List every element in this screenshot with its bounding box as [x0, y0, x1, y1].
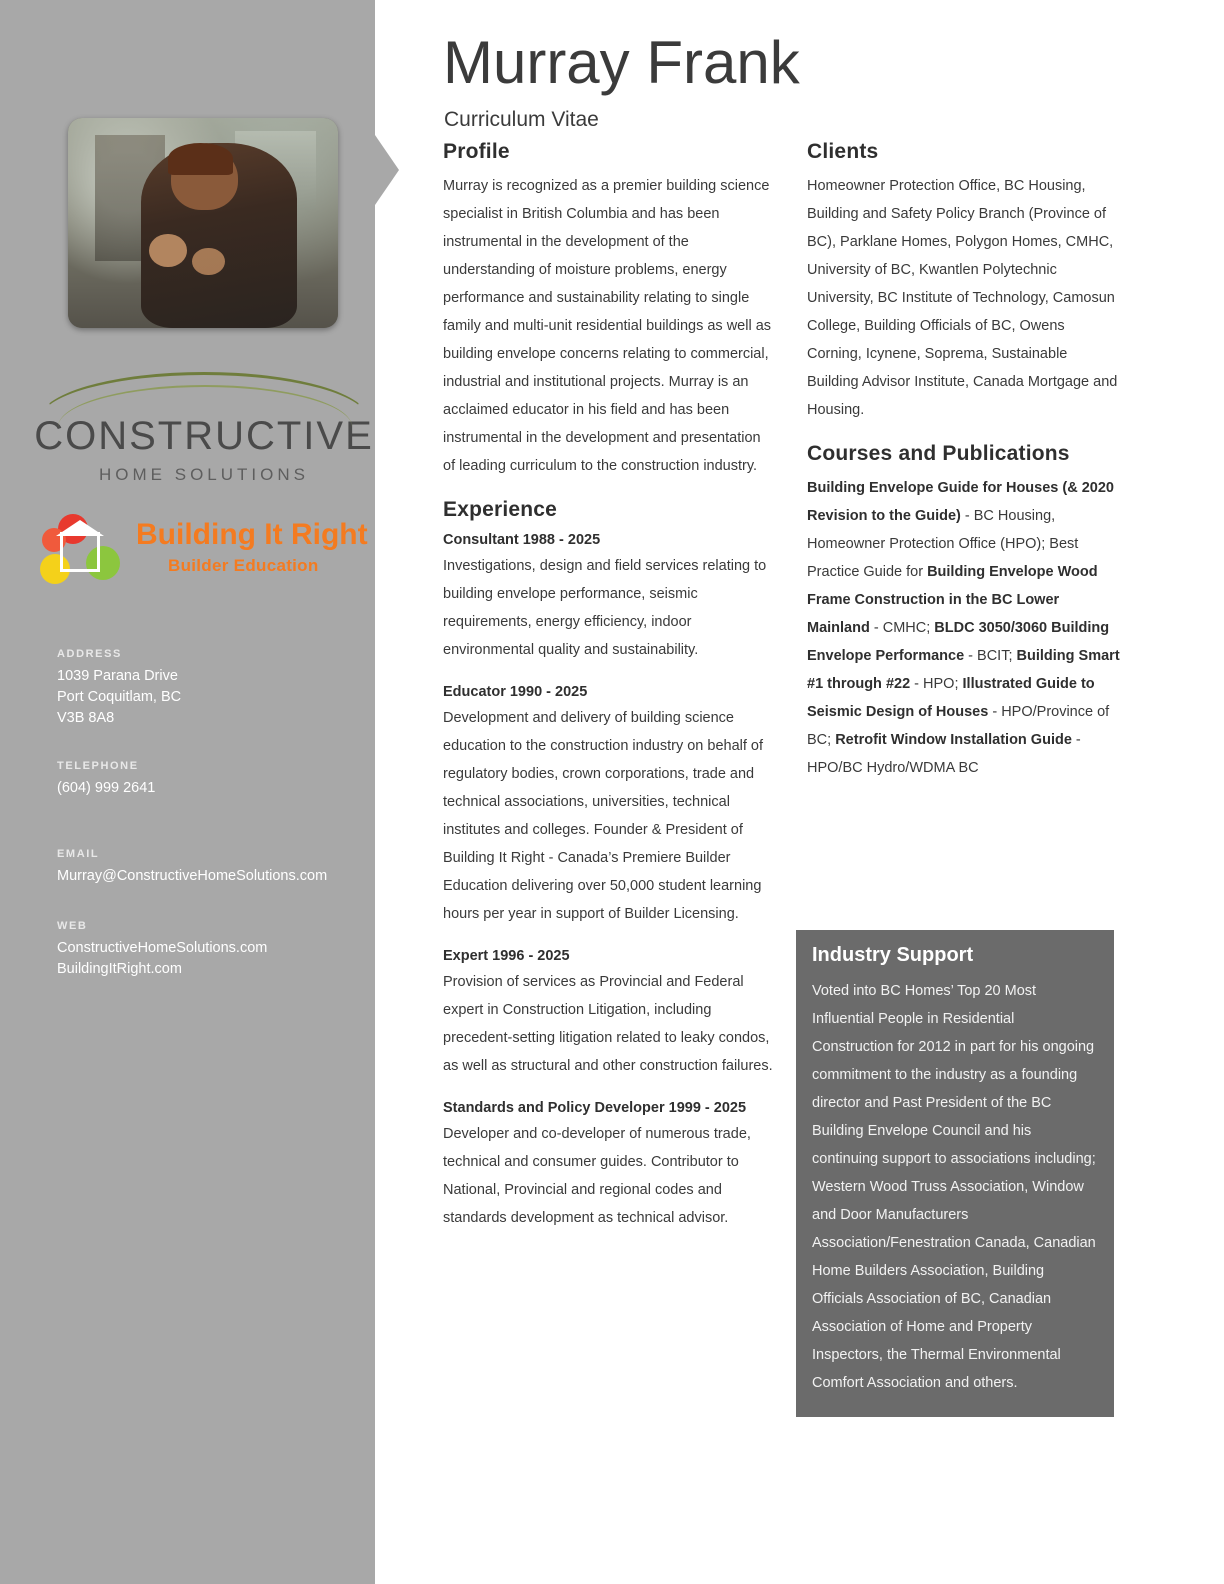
experience-item: [443, 530, 773, 664]
industry-support-panel: [796, 930, 1114, 1417]
experience-title: Educator 1990 - 2025: [443, 684, 588, 700]
experience-item: [443, 682, 773, 928]
photo-hair-shape: [168, 143, 233, 175]
contact-web-label: WEB: [57, 920, 88, 932]
experience-text: Provision of services as Provincial and Federal expert in Construction Litigation, including precedent-setting litigation related to leaky condos, as well as structural and other construction failures.: [443, 974, 773, 1074]
publication-source: - CMHC;: [869, 620, 935, 636]
profile-photo: [68, 118, 338, 328]
logo-house-body-icon: [60, 532, 100, 572]
publication-title: Retrofit Window Installation Guide: [835, 732, 1072, 748]
sidebar: [0, 0, 375, 1584]
contact-address-line-2: Port Coquitlam, BC: [57, 689, 182, 705]
contact-address-label: ADDRESS: [57, 648, 122, 660]
contact-address-line-3: V3B 8A8: [57, 710, 115, 726]
publication-source: - HPO;: [910, 676, 963, 692]
section-heading-experience: Experience: [443, 498, 558, 521]
photo-second-hand-shape: [192, 248, 224, 275]
sidebar-pointer-icon: [375, 135, 399, 205]
industry-support-text: Voted into BC Homes’ Top 20 Most Influential People in Residential Construction for 2012 in part for his ongoing commitment to the industry as a founding director and Past President of the BC Building Envelope Council and his continuing support to associations including; Western Wood Truss Association, Window and Door Manufacturers Association/Fenestration Canada, Canadian Home Builders Association, Building Officials Association of BC, Canadian Association of Home and Property Inspectors, the Thermal Environmental Comfort Association and others.: [812, 983, 1096, 1391]
publication-source: - BC Housing, Homeowner Protection Office (HPO); Best Practice Guide for: [807, 508, 1079, 580]
house-icon: [40, 514, 122, 588]
experience-title: Consultant 1988 - 2025: [443, 532, 601, 548]
experience-title: Expert 1996 - 2025: [443, 948, 570, 964]
publication-title: Building Envelope Wood Frame Construction in the BC Lower Mainland: [807, 564, 1098, 636]
publication-source: - HPO/Province of BC;: [807, 704, 1110, 748]
page-subtitle: Curriculum Vitae: [444, 108, 599, 131]
photo-hand-shape: [149, 234, 187, 268]
contact-telephone-label: TELEPHONE: [57, 760, 139, 772]
section-heading-industry-support: Industry Support: [812, 944, 974, 966]
building-it-right-logo: [40, 512, 370, 592]
experience-text: Investigations, design and field services relating to building envelope performance, seismic requirements, energy efficiency, indoor environmental quality and sustainability.: [443, 558, 767, 658]
section-heading-courses: Courses and Publications: [807, 442, 1070, 465]
publication-source: - BCIT;: [964, 648, 1017, 664]
contact-email-value[interactable]: Murray@ConstructiveHomeSolutions.com: [57, 868, 328, 884]
logo-house-roof-icon: [56, 520, 104, 536]
experience-text: Development and delivery of building science education to the construction industry on behalf of regulatory bodies, crown corporations, trade and technical associations, universities, technical institutes and colleges. Founder & President of Building It Right - Canada’s Premiere Builder Education delivering over 50,000 student learning hours per year in support of Builder Licensing.: [443, 710, 764, 922]
profile-text: Murray is recognized as a premier building science specialist in British Columbia and has been instrumental in the development of the understanding of moisture problems, energy performance and sustainability relating to single family and multi-unit residential buildings as well as building envelope concerns relating to commercial, industrial and institutional projects. Murray is an acclaimed educator in his field and has been instrumental in the development and presentation of leading curriculum to the construction industry.: [443, 178, 772, 474]
contact-web: [57, 920, 367, 980]
contact-address-line-1: 1039 Parana Drive: [57, 668, 178, 684]
experience-title: Standards and Policy Developer 1999 - 2025: [443, 1100, 747, 1116]
logo-wordmark: CONSTRUCTIVE: [34, 414, 374, 458]
publication-title: Building Smart #1 through #22: [807, 648, 1120, 692]
publication-title: BLDC 3050/3060 Building Envelope Performance: [807, 620, 1110, 664]
contact-address: [57, 648, 367, 729]
page-title: Murray Frank: [443, 29, 800, 96]
section-heading-clients: Clients: [807, 140, 879, 163]
experience-item: [443, 946, 773, 1080]
contact-web-link-2[interactable]: BuildingItRight.com: [57, 961, 182, 977]
building-it-right-subtitle: Builder Education: [168, 556, 319, 575]
column-left: [443, 140, 773, 1250]
logo-tagline: HOME SOLUTIONS: [99, 465, 309, 484]
publication-title: Illustrated Guide to Seismic Design of Houses: [807, 676, 1095, 720]
contact-email: [57, 848, 367, 887]
experience-text: Developer and co-developer of numerous trade, technical and consumer guides. Contributor to National, Provincial and regional codes and standards development as technical advisor.: [443, 1126, 751, 1226]
section-heading-profile: Profile: [443, 140, 510, 163]
constructive-home-solutions-logo: [34, 372, 374, 485]
courses-publications-text: [807, 474, 1122, 782]
contact-email-label: EMAIL: [57, 848, 100, 860]
contact-web-link-1[interactable]: ConstructiveHomeSolutions.com: [57, 940, 268, 956]
contact-telephone-value[interactable]: (604) 999 2641: [57, 780, 156, 796]
publication-source: - HPO/BC Hydro/WDMA BC: [807, 732, 1081, 776]
cv-main-content: [399, 0, 1224, 1584]
building-it-right-title: Building It Right: [136, 518, 368, 551]
contact-telephone: [57, 760, 367, 799]
publication-title: Building Envelope Guide for Houses (& 2020 Revision to the Guide): [807, 480, 1114, 524]
logo-arc-icon: [39, 372, 369, 420]
column-right: [807, 140, 1122, 782]
experience-item: [443, 1098, 773, 1232]
clients-text: Homeowner Protection Office, BC Housing, Building and Safety Policy Branch (Province of BC), Parklane Homes, Polygon Homes, CMHC, University of BC, Kwantlen Polytechnic University, BC Institute of Technology, Camosun College, Building Officials of BC, Owens Corning, Icynene, Soprema, Sustainable Building Advisor Institute, Canada Mortgage and Housing.: [807, 178, 1118, 418]
